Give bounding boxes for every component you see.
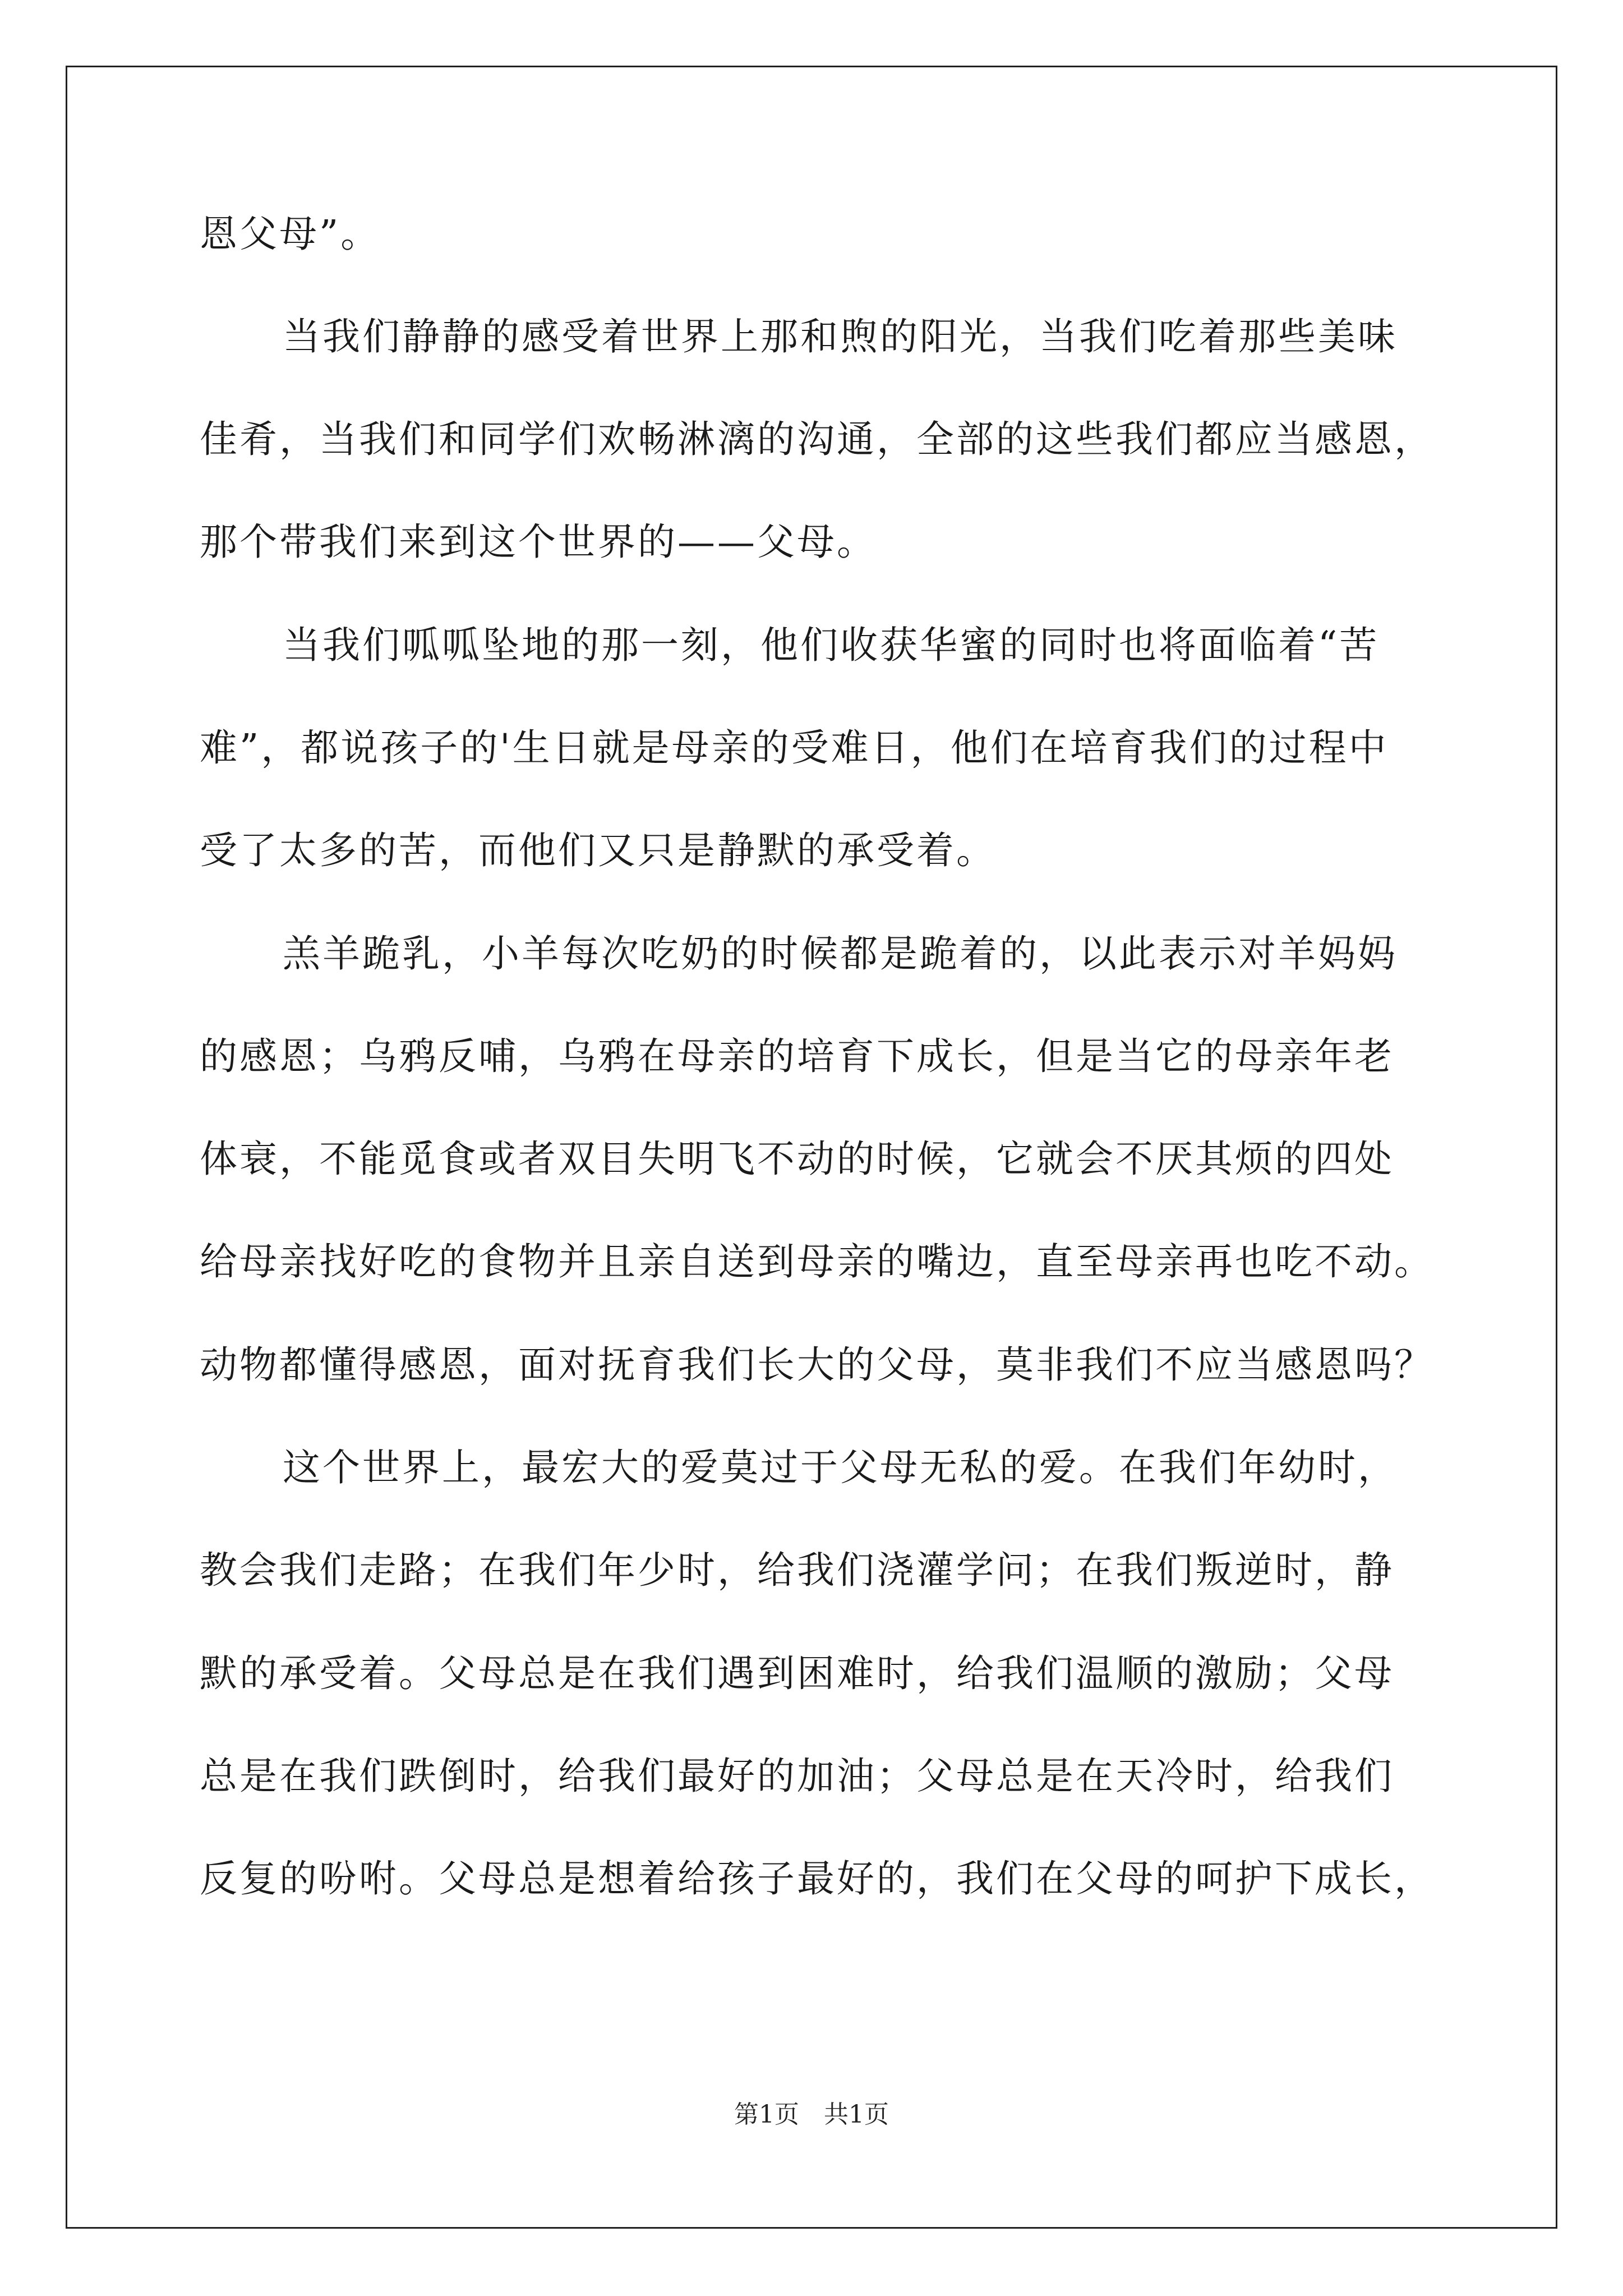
text-line: 给母亲找好吃的食物并且亲自送到母亲的嘴边，直至母亲再也吃不动。 [200, 1240, 1434, 1283]
text-line: 反复的吩咐。父母总是想着给孩子最好的，我们在父母的呵护下成长， [200, 1857, 1434, 1901]
text-line: 动物都懂得感恩，面对抚育我们长大的父母，莫非我们不应当感恩吗？ [200, 1343, 1434, 1387]
text-line: 难”，都说孩子的'生日就是母亲的受难日，他们在培育我们的过程中 [200, 726, 1389, 770]
text-line: 当我们静静的感受着世界上那和煦的阳光，当我们吃着那些美味 [283, 315, 1398, 358]
text-line: 当我们呱呱坠地的那一刻，他们收获华蜜的同时也将面临着“苦 [283, 623, 1380, 667]
text-line: 羔羊跪乳，小羊每次吃奶的时候都是跪着的，以此表示对羊妈妈 [283, 932, 1398, 976]
text-line: 的感恩；乌鸦反哺，乌鸦在母亲的培育下成长，但是当它的母亲年老 [200, 1034, 1394, 1078]
text-line: 那个带我们来到这个世界的——父母。 [200, 520, 877, 564]
text-line: 教会我们走路；在我们年少时，给我们浇灌学问；在我们叛逆时，静 [200, 1548, 1394, 1592]
text-line: 受了太多的苦，而他们又只是静默的承受着。 [200, 829, 996, 872]
text-line: 总是在我们跌倒时，给我们最好的加油；父母总是在天冷时，给我们 [200, 1754, 1394, 1798]
page-number-footer: 第1页 共1页 [734, 2100, 889, 2129]
text-line: 恩父母”。 [200, 212, 381, 256]
text-line: 默的承受着。父母总是在我们遇到困难时，给我们温顺的激励；父母 [200, 1651, 1394, 1695]
text-line: 这个世界上，最宏大的爱莫过于父母无私的爱。在我们年幼时， [283, 1446, 1398, 1489]
text-line: 体衰，不能觅食或者双目失明飞不动的时候，它就会不厌其烦的四处 [200, 1137, 1394, 1181]
text-line: 佳肴，当我们和同学们欢畅淋漓的沟通，全部的这些我们都应当感恩， [200, 417, 1434, 461]
